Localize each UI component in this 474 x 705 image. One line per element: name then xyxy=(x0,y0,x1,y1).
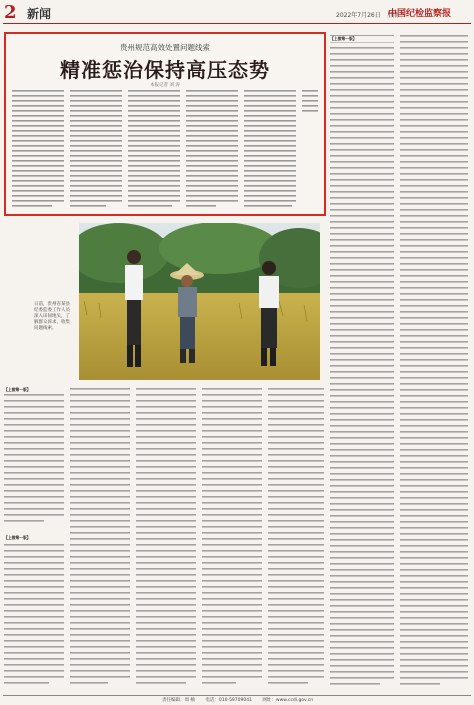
issue-date: 2022年7月26日 星期二 xyxy=(336,12,405,19)
article-headline: 精准惩治保持高压态势 xyxy=(60,58,270,82)
section-marker-2: 【上接第一版】 xyxy=(4,387,64,393)
right-column-text xyxy=(330,35,470,691)
page-header xyxy=(0,0,474,24)
section-name: 新闻 xyxy=(27,7,52,21)
footer-text: 责任编辑：周 楠 电话：010-59709041 网址：www.ccdi.gov.cn xyxy=(162,698,314,703)
feature-article-box xyxy=(4,32,326,216)
photo-caption: 日前，贵州省某县纪委监委工作人员深入田间地头，了解群众诉求，收集问题线索。 xyxy=(34,302,70,331)
section-marker-1: 【上接第一版】 xyxy=(330,36,394,42)
article-byline: 本报记者 刘 涛 xyxy=(150,83,180,88)
article-kicker: 贵州规范高效处置问题线索 xyxy=(120,43,210,52)
section-marker-3: 【上接第一版】 xyxy=(4,535,64,541)
article-body-text xyxy=(12,90,320,212)
newspaper-masthead: 中国纪检监察报 xyxy=(388,9,452,19)
news-photo xyxy=(79,223,320,380)
page-number: 2 xyxy=(4,2,17,23)
page-footer xyxy=(0,695,474,705)
footer-rule xyxy=(3,695,471,696)
header-rule xyxy=(3,23,471,24)
